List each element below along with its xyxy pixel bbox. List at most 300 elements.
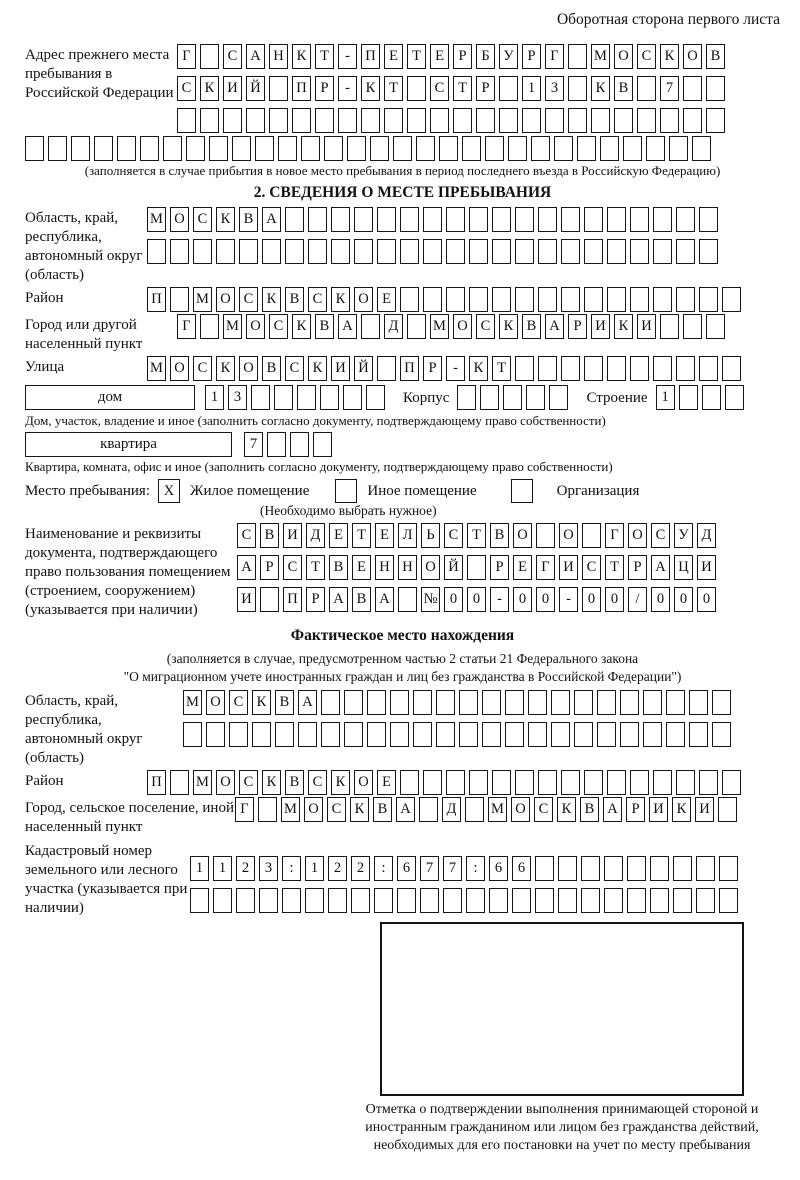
form-cell[interactable] <box>653 770 672 795</box>
form-cell[interactable]: Й <box>354 356 373 381</box>
form-cell[interactable] <box>170 239 189 264</box>
form-cell[interactable]: Р <box>628 555 647 580</box>
form-cell[interactable]: Т <box>453 76 472 101</box>
form-cell[interactable]: 0 <box>444 587 463 612</box>
form-cell[interactable] <box>275 722 294 747</box>
form-cell[interactable]: О <box>354 770 373 795</box>
form-cell[interactable]: Й <box>246 76 265 101</box>
form-cell[interactable]: А <box>603 797 622 822</box>
form-cell[interactable] <box>699 770 718 795</box>
form-cell[interactable] <box>584 207 603 232</box>
form-cell[interactable]: 0 <box>651 587 670 612</box>
form-cell[interactable] <box>719 856 738 881</box>
form-cell[interactable]: С <box>193 356 212 381</box>
form-cell[interactable] <box>650 856 669 881</box>
form-cell[interactable] <box>538 207 557 232</box>
form-cell[interactable]: К <box>262 770 281 795</box>
form-cell[interactable] <box>489 888 508 913</box>
form-cell[interactable] <box>305 888 324 913</box>
form-cell[interactable]: В <box>614 76 633 101</box>
form-cell[interactable] <box>439 136 458 161</box>
form-cell[interactable] <box>459 722 478 747</box>
form-cell[interactable] <box>535 888 554 913</box>
form-cell[interactable] <box>536 523 555 548</box>
form-cell[interactable] <box>229 722 248 747</box>
form-cell[interactable] <box>117 136 136 161</box>
form-cell[interactable]: О <box>513 523 532 548</box>
form-cell[interactable]: - <box>338 44 357 69</box>
form-cell[interactable]: У <box>499 44 518 69</box>
form-cell[interactable]: В <box>373 797 392 822</box>
form-cell[interactable]: О <box>206 690 225 715</box>
form-cell[interactable] <box>170 770 189 795</box>
form-cell[interactable] <box>630 239 649 264</box>
form-cell[interactable]: В <box>352 587 371 612</box>
form-cell[interactable]: 1 <box>213 856 232 881</box>
form-cell[interactable] <box>561 356 580 381</box>
form-cell[interactable] <box>469 287 488 312</box>
form-cell[interactable] <box>331 239 350 264</box>
form-cell[interactable]: С <box>239 287 258 312</box>
form-cell[interactable] <box>384 108 403 133</box>
form-cell[interactable]: 1 <box>205 385 224 410</box>
form-cell[interactable]: С <box>239 770 258 795</box>
form-cell[interactable] <box>338 108 357 133</box>
form-cell[interactable] <box>499 76 518 101</box>
form-cell[interactable]: Й <box>444 555 463 580</box>
form-cell[interactable]: В <box>490 523 509 548</box>
form-cell[interactable]: Е <box>430 44 449 69</box>
form-cell[interactable] <box>48 136 67 161</box>
form-cell[interactable]: К <box>292 44 311 69</box>
form-cell[interactable]: О <box>304 797 323 822</box>
form-cell[interactable] <box>446 287 465 312</box>
form-cell[interactable] <box>515 770 534 795</box>
form-cell[interactable] <box>581 856 600 881</box>
form-cell[interactable] <box>282 888 301 913</box>
form-cell[interactable] <box>344 722 363 747</box>
form-cell[interactable] <box>528 690 547 715</box>
form-cell[interactable]: Д <box>442 797 461 822</box>
form-cell[interactable]: Т <box>384 76 403 101</box>
form-cell[interactable] <box>251 385 270 410</box>
form-cell[interactable]: С <box>308 770 327 795</box>
form-cell[interactable]: Г <box>177 314 196 339</box>
form-cell[interactable]: С <box>444 523 463 548</box>
form-cell[interactable] <box>308 207 327 232</box>
form-cell[interactable] <box>584 287 603 312</box>
form-cell[interactable]: К <box>469 356 488 381</box>
form-cell[interactable] <box>712 722 731 747</box>
form-cell[interactable] <box>344 690 363 715</box>
form-cell[interactable] <box>140 136 159 161</box>
form-cell[interactable] <box>503 385 522 410</box>
form-cell[interactable] <box>492 287 511 312</box>
form-cell[interactable] <box>660 314 679 339</box>
form-cell[interactable] <box>653 207 672 232</box>
form-cell[interactable]: О <box>239 356 258 381</box>
form-cell[interactable] <box>699 356 718 381</box>
form-cell[interactable]: 0 <box>536 587 555 612</box>
form-cell[interactable] <box>673 888 692 913</box>
form-cell[interactable] <box>290 432 309 457</box>
form-cell[interactable]: 0 <box>513 587 532 612</box>
form-cell[interactable]: А <box>298 690 317 715</box>
form-cell[interactable]: Р <box>490 555 509 580</box>
form-cell[interactable] <box>538 356 557 381</box>
form-cell[interactable] <box>361 314 380 339</box>
form-cell[interactable]: Е <box>513 555 532 580</box>
form-cell[interactable] <box>722 770 741 795</box>
form-cell[interactable]: : <box>282 856 301 881</box>
form-cell[interactable] <box>255 136 274 161</box>
form-cell[interactable] <box>361 108 380 133</box>
form-cell[interactable]: Р <box>260 555 279 580</box>
form-cell[interactable] <box>706 314 725 339</box>
form-cell[interactable] <box>351 888 370 913</box>
form-cell[interactable]: С <box>285 356 304 381</box>
form-cell[interactable] <box>147 239 166 264</box>
form-cell[interactable]: К <box>660 44 679 69</box>
form-cell[interactable] <box>627 856 646 881</box>
form-cell[interactable]: С <box>237 523 256 548</box>
form-cell[interactable] <box>328 888 347 913</box>
form-cell[interactable] <box>258 797 277 822</box>
form-cell[interactable] <box>666 690 685 715</box>
form-cell[interactable] <box>297 385 316 410</box>
form-cell[interactable]: К <box>591 76 610 101</box>
form-cell[interactable] <box>407 76 426 101</box>
form-cell[interactable]: Д <box>697 523 716 548</box>
form-cell[interactable] <box>446 239 465 264</box>
form-cell[interactable]: Р <box>568 314 587 339</box>
form-cell[interactable]: 3 <box>545 76 564 101</box>
form-cell[interactable]: Е <box>377 287 396 312</box>
form-cell[interactable] <box>393 136 412 161</box>
form-cell[interactable] <box>538 287 557 312</box>
form-cell[interactable] <box>568 108 587 133</box>
form-cell[interactable]: В <box>522 314 541 339</box>
form-cell[interactable] <box>614 108 633 133</box>
form-cell[interactable] <box>213 888 232 913</box>
form-cell[interactable] <box>725 385 744 410</box>
form-cell[interactable] <box>515 287 534 312</box>
form-cell[interactable] <box>367 722 386 747</box>
form-cell[interactable] <box>683 76 702 101</box>
form-cell[interactable]: Г <box>177 44 196 69</box>
form-cell[interactable] <box>465 797 484 822</box>
form-cell[interactable] <box>476 108 495 133</box>
form-cell[interactable] <box>676 207 695 232</box>
form-cell[interactable]: Е <box>375 523 394 548</box>
form-cell[interactable] <box>561 239 580 264</box>
form-cell[interactable] <box>482 722 501 747</box>
form-cell[interactable] <box>515 356 534 381</box>
form-cell[interactable]: С <box>283 555 302 580</box>
form-cell[interactable] <box>637 108 656 133</box>
form-cell[interactable] <box>699 207 718 232</box>
form-cell[interactable] <box>526 385 545 410</box>
form-cell[interactable]: П <box>400 356 419 381</box>
form-cell[interactable] <box>354 239 373 264</box>
form-cell[interactable] <box>400 287 419 312</box>
form-cell[interactable] <box>531 136 550 161</box>
form-cell[interactable]: 1 <box>656 385 675 410</box>
form-cell[interactable] <box>706 108 725 133</box>
form-cell[interactable]: Р <box>423 356 442 381</box>
form-cell[interactable] <box>400 770 419 795</box>
form-cell[interactable] <box>170 287 189 312</box>
form-cell[interactable]: С <box>177 76 196 101</box>
form-cell[interactable] <box>597 722 616 747</box>
form-cell[interactable]: Ь <box>421 523 440 548</box>
form-cell[interactable] <box>423 239 442 264</box>
form-cell[interactable]: 0 <box>582 587 601 612</box>
form-cell[interactable] <box>190 888 209 913</box>
form-cell[interactable] <box>561 287 580 312</box>
form-cell[interactable] <box>660 108 679 133</box>
form-cell[interactable] <box>469 239 488 264</box>
form-cell[interactable] <box>712 690 731 715</box>
form-cell[interactable] <box>252 722 271 747</box>
form-cell[interactable] <box>94 136 113 161</box>
form-cell[interactable]: С <box>269 314 288 339</box>
form-cell[interactable]: 6 <box>489 856 508 881</box>
form-cell[interactable] <box>321 722 340 747</box>
form-cell[interactable] <box>683 314 702 339</box>
form-cell[interactable]: О <box>170 356 189 381</box>
form-cell[interactable] <box>400 207 419 232</box>
form-cell[interactable] <box>453 108 472 133</box>
form-cell[interactable]: Т <box>315 44 334 69</box>
form-cell[interactable] <box>163 136 182 161</box>
form-cell[interactable]: С <box>327 797 346 822</box>
form-cell[interactable]: К <box>200 76 219 101</box>
form-cell[interactable] <box>522 108 541 133</box>
form-cell[interactable] <box>623 136 642 161</box>
form-cell[interactable]: 2 <box>351 856 370 881</box>
form-cell[interactable] <box>390 690 409 715</box>
form-cell[interactable] <box>206 722 225 747</box>
form-cell[interactable]: М <box>147 356 166 381</box>
form-cell[interactable]: П <box>361 44 380 69</box>
form-cell[interactable] <box>607 207 626 232</box>
form-cell[interactable] <box>535 856 554 881</box>
form-cell[interactable]: И <box>559 555 578 580</box>
form-cell[interactable]: О <box>511 797 530 822</box>
form-cell[interactable]: Т <box>492 356 511 381</box>
form-cell[interactable] <box>367 690 386 715</box>
form-cell[interactable] <box>679 385 698 410</box>
form-cell[interactable]: - <box>338 76 357 101</box>
form-cell[interactable]: И <box>695 797 714 822</box>
form-cell[interactable]: Ц <box>674 555 693 580</box>
form-cell[interactable] <box>200 314 219 339</box>
form-cell[interactable]: К <box>614 314 633 339</box>
form-cell[interactable]: К <box>361 76 380 101</box>
form-cell[interactable]: О <box>246 314 265 339</box>
form-cell[interactable] <box>574 722 593 747</box>
form-cell[interactable] <box>407 108 426 133</box>
form-cell[interactable]: И <box>223 76 242 101</box>
form-cell[interactable]: К <box>331 770 350 795</box>
form-cell[interactable] <box>200 108 219 133</box>
form-cell[interactable] <box>650 888 669 913</box>
form-cell[interactable] <box>301 136 320 161</box>
form-cell[interactable] <box>278 136 297 161</box>
form-cell[interactable] <box>320 385 339 410</box>
form-cell[interactable] <box>591 108 610 133</box>
form-cell[interactable]: - <box>559 587 578 612</box>
form-cell[interactable] <box>469 207 488 232</box>
form-cell[interactable] <box>630 287 649 312</box>
form-cell[interactable] <box>436 722 455 747</box>
form-cell[interactable]: А <box>396 797 415 822</box>
form-cell[interactable]: Т <box>605 555 624 580</box>
stay-type-checkbox-residential[interactable] <box>158 479 180 503</box>
form-cell[interactable]: Р <box>476 76 495 101</box>
form-cell[interactable] <box>492 770 511 795</box>
form-cell[interactable] <box>551 690 570 715</box>
form-cell[interactable]: 7 <box>420 856 439 881</box>
form-cell[interactable] <box>366 385 385 410</box>
form-cell[interactable] <box>407 314 426 339</box>
form-cell[interactable]: Г <box>545 44 564 69</box>
form-cell[interactable] <box>446 770 465 795</box>
form-cell[interactable] <box>298 722 317 747</box>
form-cell[interactable] <box>397 888 416 913</box>
form-cell[interactable] <box>505 690 524 715</box>
form-cell[interactable]: В <box>239 207 258 232</box>
form-cell[interactable]: С <box>534 797 553 822</box>
form-cell[interactable] <box>370 136 389 161</box>
form-cell[interactable] <box>604 856 623 881</box>
form-cell[interactable]: 1 <box>522 76 541 101</box>
form-cell[interactable]: Т <box>407 44 426 69</box>
form-cell[interactable] <box>331 207 350 232</box>
form-cell[interactable] <box>315 108 334 133</box>
form-cell[interactable]: : <box>466 856 485 881</box>
form-cell[interactable]: К <box>350 797 369 822</box>
form-cell[interactable] <box>259 888 278 913</box>
form-cell[interactable]: М <box>591 44 610 69</box>
form-cell[interactable] <box>512 888 531 913</box>
form-cell[interactable] <box>584 770 603 795</box>
form-cell[interactable]: С <box>637 44 656 69</box>
form-cell[interactable] <box>269 76 288 101</box>
form-cell[interactable]: А <box>651 555 670 580</box>
form-cell[interactable] <box>554 136 573 161</box>
form-cell[interactable] <box>600 136 619 161</box>
form-cell[interactable] <box>692 136 711 161</box>
form-cell[interactable]: 6 <box>512 856 531 881</box>
form-cell[interactable]: И <box>649 797 668 822</box>
form-cell[interactable]: 7 <box>443 856 462 881</box>
form-cell[interactable]: 7 <box>244 432 263 457</box>
form-cell[interactable] <box>620 722 639 747</box>
form-cell[interactable] <box>545 108 564 133</box>
form-cell[interactable] <box>374 888 393 913</box>
form-cell[interactable]: М <box>281 797 300 822</box>
form-cell[interactable] <box>416 136 435 161</box>
form-cell[interactable]: Е <box>329 523 348 548</box>
form-cell[interactable]: М <box>147 207 166 232</box>
form-cell[interactable]: М <box>193 287 212 312</box>
form-cell[interactable] <box>689 690 708 715</box>
form-cell[interactable]: Н <box>375 555 394 580</box>
form-cell[interactable]: А <box>375 587 394 612</box>
form-cell[interactable] <box>607 770 626 795</box>
form-cell[interactable]: И <box>591 314 610 339</box>
form-cell[interactable]: 7 <box>660 76 679 101</box>
form-cell[interactable]: К <box>331 287 350 312</box>
form-cell[interactable] <box>630 356 649 381</box>
form-cell[interactable] <box>676 770 695 795</box>
form-cell[interactable] <box>551 722 570 747</box>
form-cell[interactable] <box>183 722 202 747</box>
form-cell[interactable] <box>620 690 639 715</box>
form-cell[interactable]: М <box>223 314 242 339</box>
form-cell[interactable]: К <box>499 314 518 339</box>
form-cell[interactable]: Р <box>453 44 472 69</box>
form-cell[interactable]: М <box>430 314 449 339</box>
form-cell[interactable] <box>492 207 511 232</box>
form-cell[interactable] <box>377 239 396 264</box>
form-cell[interactable] <box>25 136 44 161</box>
form-cell[interactable]: К <box>216 356 235 381</box>
form-cell[interactable]: У <box>674 523 693 548</box>
form-cell[interactable]: - <box>446 356 465 381</box>
form-cell[interactable] <box>666 722 685 747</box>
form-cell[interactable] <box>308 239 327 264</box>
form-cell[interactable]: О <box>453 314 472 339</box>
form-cell[interactable] <box>71 136 90 161</box>
form-cell[interactable]: Г <box>605 523 624 548</box>
form-cell[interactable] <box>515 207 534 232</box>
form-cell[interactable]: М <box>488 797 507 822</box>
form-cell[interactable] <box>643 690 662 715</box>
form-cell[interactable] <box>285 207 304 232</box>
form-cell[interactable] <box>607 356 626 381</box>
form-cell[interactable] <box>607 287 626 312</box>
form-cell[interactable] <box>492 239 511 264</box>
form-cell[interactable]: 2 <box>328 856 347 881</box>
form-cell[interactable] <box>696 856 715 881</box>
form-cell[interactable] <box>515 239 534 264</box>
form-cell[interactable] <box>400 239 419 264</box>
form-cell[interactable]: 3 <box>259 856 278 881</box>
form-cell[interactable]: С <box>476 314 495 339</box>
form-cell[interactable]: Т <box>352 523 371 548</box>
form-cell[interactable] <box>604 888 623 913</box>
form-cell[interactable] <box>177 108 196 133</box>
form-cell[interactable] <box>669 136 688 161</box>
form-cell[interactable]: А <box>237 555 256 580</box>
form-cell[interactable] <box>643 722 662 747</box>
form-cell[interactable]: О <box>216 287 235 312</box>
form-cell[interactable] <box>646 136 665 161</box>
form-cell[interactable] <box>216 239 235 264</box>
form-cell[interactable]: К <box>216 207 235 232</box>
form-cell[interactable]: О <box>628 523 647 548</box>
form-cell[interactable]: И <box>331 356 350 381</box>
form-cell[interactable] <box>285 239 304 264</box>
form-cell[interactable]: В <box>706 44 725 69</box>
form-cell[interactable] <box>538 770 557 795</box>
form-cell[interactable] <box>561 770 580 795</box>
form-cell[interactable]: И <box>283 523 302 548</box>
form-cell[interactable]: Н <box>398 555 417 580</box>
